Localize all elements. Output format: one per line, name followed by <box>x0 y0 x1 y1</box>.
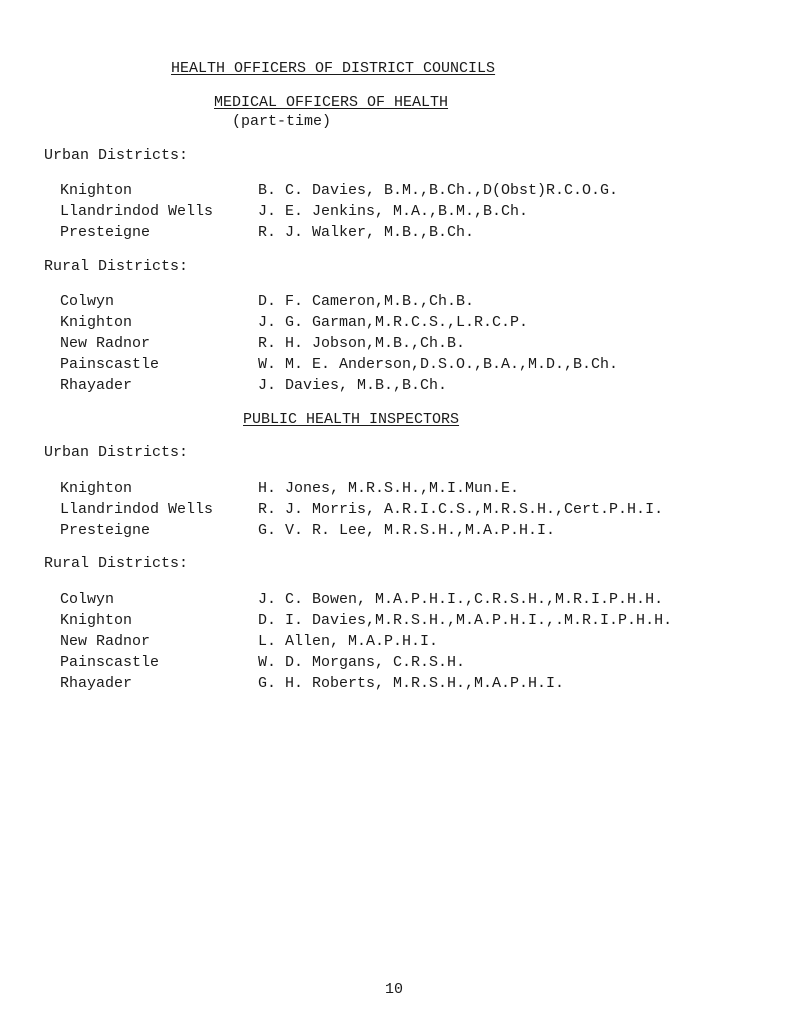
moh-subheading: (part-time) <box>232 113 332 130</box>
officer-name: R. J. Walker, M.B.,B.Ch. <box>258 224 475 241</box>
officer-name: H. Jones, M.R.S.H.,M.I.Mun.E. <box>258 480 520 497</box>
district-name: Painscastle <box>60 356 160 373</box>
district-name: Rhayader <box>60 675 133 692</box>
moh-urban-label: Urban Districts: <box>44 147 189 164</box>
officer-name: J. C. Bowen, M.A.P.H.I.,C.R.S.H.,M.R.I.P.H.H. <box>258 591 664 608</box>
phi-rural-label: Rural Districts: <box>44 555 189 572</box>
district-name: Presteigne <box>60 522 151 539</box>
page-title: HEALTH OFFICERS OF DISTRICT COUNCILS <box>171 60 496 77</box>
officer-name: W. M. E. Anderson,D.S.O.,B.A.,M.D.,B.Ch. <box>258 356 619 373</box>
page-number: 10 <box>385 981 404 998</box>
district-name: Llandrindod Wells <box>60 501 214 518</box>
officer-name: J. E. Jenkins, M.A.,B.M.,B.Ch. <box>258 203 529 220</box>
officer-name: W. D. Morgans, C.R.S.H. <box>258 654 466 671</box>
officer-name: D. F. Cameron,M.B.,Ch.B. <box>258 293 475 310</box>
district-name: Painscastle <box>60 654 160 671</box>
officer-name: B. C. Davies, B.M.,B.Ch.,D(Obst)R.C.O.G. <box>258 182 619 199</box>
moh-heading: MEDICAL OFFICERS OF HEALTH <box>214 94 449 111</box>
officer-name: J. G. Garman,M.R.C.S.,L.R.C.P. <box>258 314 529 331</box>
phi-heading: PUBLIC HEALTH INSPECTORS <box>243 411 460 428</box>
district-name: Knighton <box>60 480 133 497</box>
officer-name: J. Davies, M.B.,B.Ch. <box>258 377 448 394</box>
district-name: Knighton <box>60 182 133 199</box>
district-name: New Radnor <box>60 633 151 650</box>
district-name: Knighton <box>60 314 133 331</box>
officer-name: G. V. R. Lee, M.R.S.H.,M.A.P.H.I. <box>258 522 556 539</box>
officer-name: D. I. Davies,M.R.S.H.,M.A.P.H.I.,.M.R.I.P.H.H. <box>258 612 673 629</box>
district-name: New Radnor <box>60 335 151 352</box>
district-name: Knighton <box>60 612 133 629</box>
district-name: Colwyn <box>60 591 115 608</box>
officer-name: L. Allen, M.A.P.H.I. <box>258 633 439 650</box>
officer-name: G. H. Roberts, M.R.S.H.,M.A.P.H.I. <box>258 675 565 692</box>
officer-name: R. J. Morris, A.R.I.C.S.,M.R.S.H.,Cert.P.H.I. <box>258 501 664 518</box>
phi-urban-label: Urban Districts: <box>44 444 189 461</box>
district-name: Rhayader <box>60 377 133 394</box>
district-name: Presteigne <box>60 224 151 241</box>
officer-name: R. H. Jobson,M.B.,Ch.B. <box>258 335 466 352</box>
moh-rural-label: Rural Districts: <box>44 258 189 275</box>
district-name: Llandrindod Wells <box>60 203 214 220</box>
district-name: Colwyn <box>60 293 115 310</box>
